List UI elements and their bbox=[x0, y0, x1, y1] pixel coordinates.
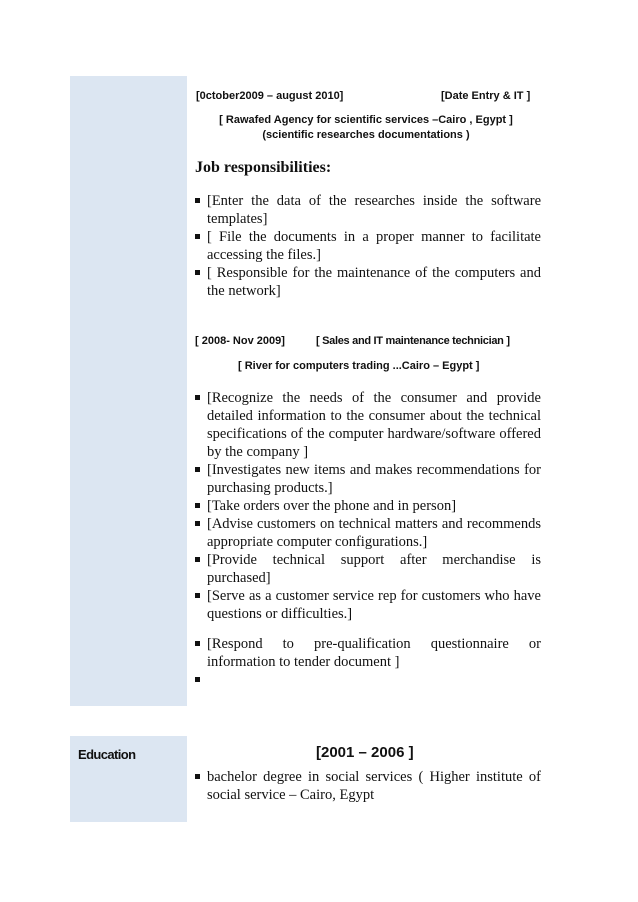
job1-dates: [0ctober2009 – august 2010] bbox=[196, 90, 344, 102]
job1-title: [Date Entry & IT ] bbox=[441, 90, 531, 102]
list-item: [ Responsible for the maintenance of the computers and the network] bbox=[193, 264, 541, 300]
list-item: bachelor degree in social services ( Higher institute of social service – Cairo, Egypt bbox=[193, 768, 541, 804]
job-responsibilities-heading: Job responsibilities: bbox=[195, 159, 332, 176]
sidebar-panel-experience bbox=[70, 76, 187, 706]
list-item: [Investigates new items and makes recommendations for purchasing products.] bbox=[193, 461, 541, 497]
list-item: [Enter the data of the researches inside the software templates] bbox=[193, 192, 541, 228]
job2-responsibilities-list bbox=[193, 389, 541, 689]
job1-company: [ Rawafed Agency for scientific services –Cairo , Egypt ] bbox=[219, 114, 513, 126]
education-list bbox=[193, 768, 541, 804]
job2-dates: [ 2008- Nov 2009] bbox=[195, 335, 285, 347]
job1-responsibilities-list bbox=[193, 192, 541, 300]
job1-company-sub: (scientific researches documentations ) bbox=[262, 129, 470, 141]
education-dates: [2001 – 2006 ] bbox=[316, 744, 414, 761]
list-item: [ File the documents in a proper manner to facilitate accessing the files.] bbox=[193, 228, 541, 264]
list-item: [Take orders over the phone and in person] bbox=[193, 497, 541, 515]
list-item: [Recognize the needs of the consumer and provide detailed information to the consumer about the technical specifications of the computer hardware/software offered by the company ] bbox=[193, 389, 541, 461]
list-item-empty bbox=[193, 671, 541, 689]
education-label: Education bbox=[78, 747, 136, 762]
list-item: [Provide technical support after merchandise is purchased] bbox=[193, 551, 541, 587]
list-item: [Advise customers on technical matters and recommends appropriate computer configurations.] bbox=[193, 515, 541, 551]
job2-company: [ River for computers trading ...Cairo – Egypt ] bbox=[238, 360, 480, 372]
list-item: [Serve as a customer service rep for customers who have questions or difficulties.] bbox=[193, 587, 541, 623]
list-item: [Respond to pre-qualification questionnaire or information to tender document ] bbox=[193, 635, 541, 671]
job2-title: [ Sales and IT maintenance technician ] bbox=[316, 335, 510, 347]
